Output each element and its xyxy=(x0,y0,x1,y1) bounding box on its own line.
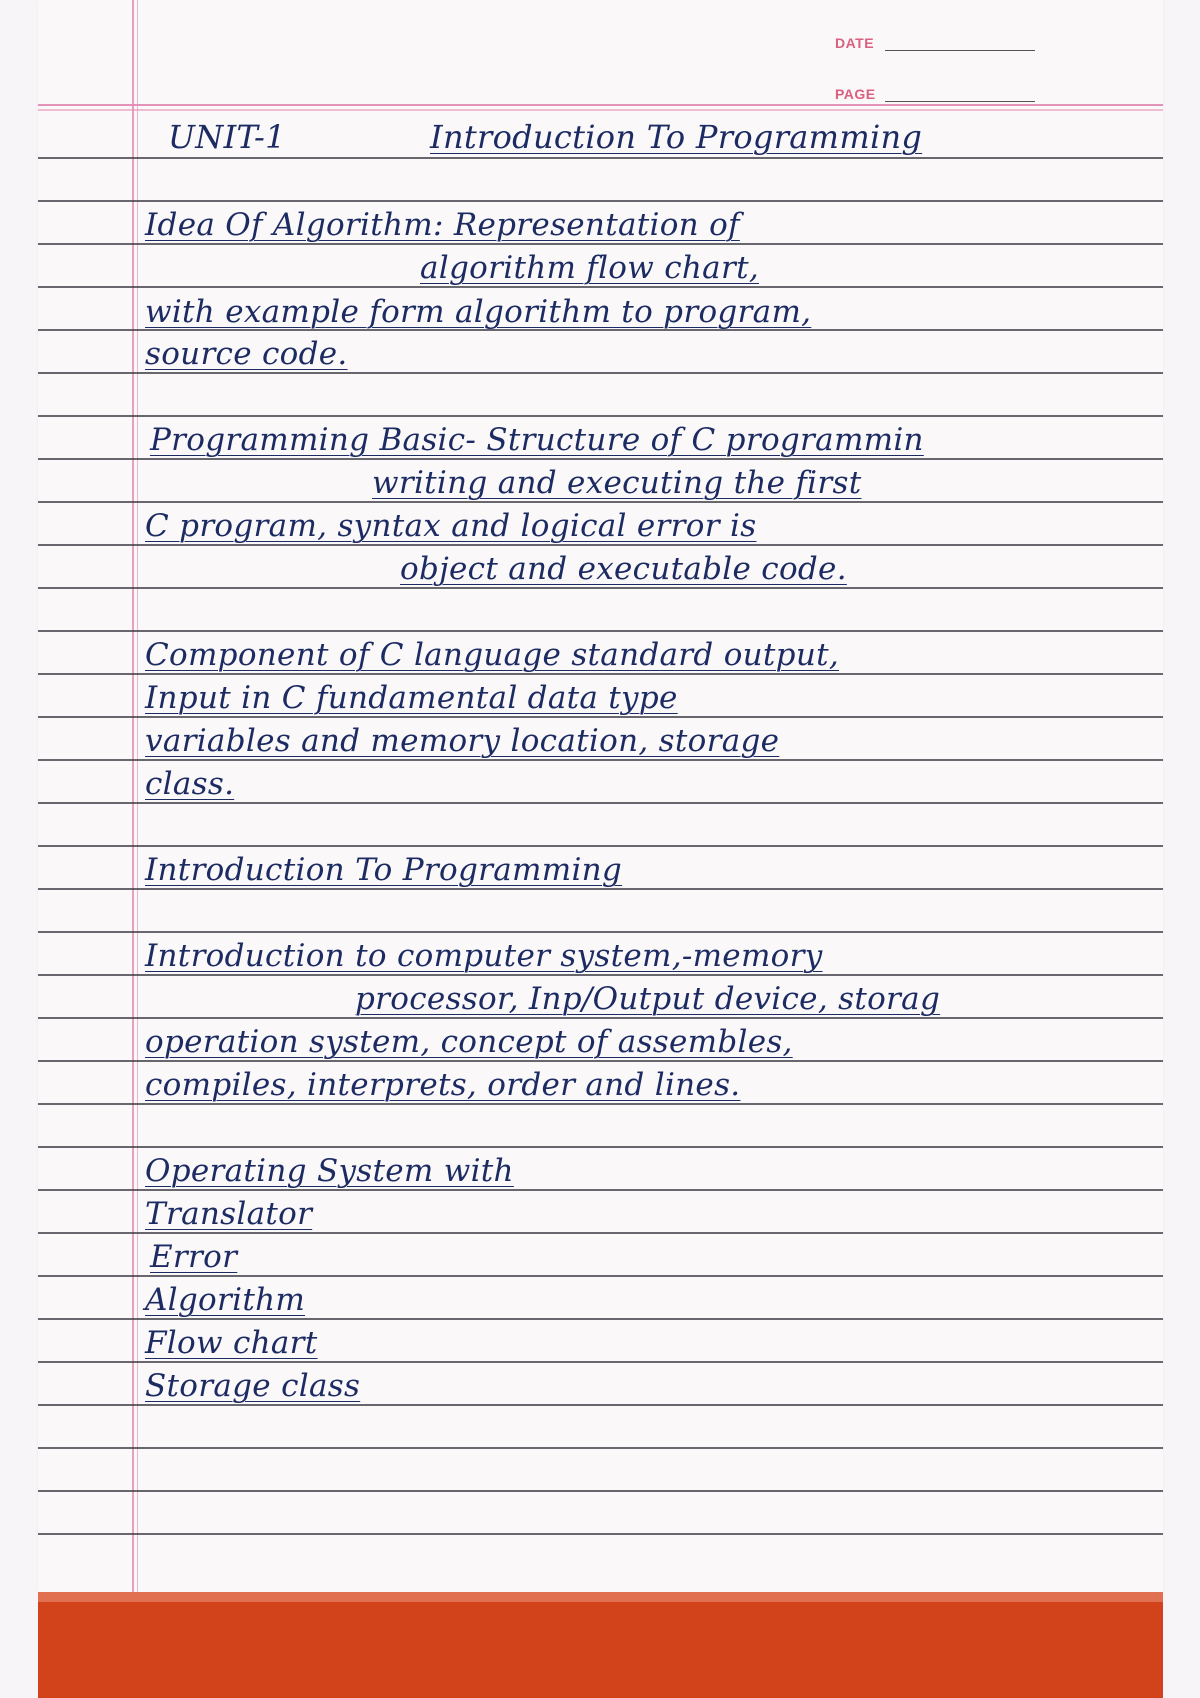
topic-item: Error xyxy=(150,1239,238,1275)
notebook-cover-edge xyxy=(38,1592,1163,1698)
top-margin-line xyxy=(38,104,1163,106)
ruled-line xyxy=(38,759,1163,761)
ruled-line xyxy=(38,931,1163,933)
page-line xyxy=(885,101,1035,102)
ruled-line xyxy=(38,1533,1163,1535)
ruled-line xyxy=(38,1017,1163,1019)
topic-item: Flow chart xyxy=(145,1325,318,1361)
s5-line1: Introduction to computer system,-memory xyxy=(145,938,823,974)
ruled-line xyxy=(38,243,1163,245)
topic-item: Storage class xyxy=(145,1368,361,1404)
s2-line2: writing and executing the first xyxy=(372,465,862,501)
ruled-line xyxy=(38,1103,1163,1105)
page-title: Introduction To Programming xyxy=(430,118,923,156)
ruled-line xyxy=(38,974,1163,976)
s5-line3: operation system, concept of assembles, xyxy=(145,1024,793,1060)
page-label: PAGE xyxy=(835,86,876,102)
ruled-line xyxy=(38,286,1163,288)
s2-line3: C program, syntax and logical error is xyxy=(145,508,757,544)
topic-item: Translator xyxy=(145,1196,313,1232)
s4-heading: Introduction To Programming xyxy=(145,852,623,888)
top-margin-line-2 xyxy=(38,109,1163,111)
s5-line2: processor, Inp/Output device, storag xyxy=(355,981,941,1017)
ruled-line xyxy=(38,1318,1163,1320)
ruled-line xyxy=(38,1189,1163,1191)
s3-line1: Component of C language standard output, xyxy=(145,637,839,673)
s2-line1: Programming Basic- Structure of C programmin xyxy=(150,422,924,458)
left-margin-line xyxy=(132,0,134,1592)
ruled-line xyxy=(38,802,1163,804)
s3-line3: variables and memory location, storage xyxy=(145,723,780,759)
ruled-line xyxy=(38,587,1163,589)
ruled-line xyxy=(38,1447,1163,1449)
ruled-line xyxy=(38,630,1163,632)
unit-label: UNIT-1 xyxy=(168,118,286,156)
ruled-line xyxy=(38,1275,1163,1277)
ruled-line xyxy=(38,716,1163,718)
cover-highlight xyxy=(38,1592,1163,1602)
ruled-line xyxy=(38,1232,1163,1234)
ruled-line xyxy=(38,1404,1163,1406)
ruled-line xyxy=(38,888,1163,890)
s1-line1: Idea Of Algorithm: Representation of xyxy=(145,207,740,243)
date-line xyxy=(885,50,1035,51)
ruled-line xyxy=(38,372,1163,374)
topic-item: Algorithm xyxy=(145,1282,306,1318)
ruled-line xyxy=(38,415,1163,417)
date-label: DATE xyxy=(835,35,875,51)
s3-line2: Input in C fundamental data type xyxy=(145,680,678,716)
topic-item: Operating System with xyxy=(145,1153,514,1189)
ruled-line xyxy=(38,544,1163,546)
ruled-line xyxy=(38,157,1163,159)
s1-line2: algorithm flow chart, xyxy=(420,250,759,286)
ruled-line xyxy=(38,1146,1163,1148)
s5-line4: compiles, interprets, order and lines. xyxy=(145,1067,741,1103)
ruled-line xyxy=(38,501,1163,503)
ruled-line xyxy=(38,1361,1163,1363)
left-margin-line-2 xyxy=(137,0,138,1592)
ruled-line xyxy=(38,200,1163,202)
ruled-line xyxy=(38,458,1163,460)
ruled-line xyxy=(38,1060,1163,1062)
s1-line3: with example form algorithm to program, xyxy=(145,294,812,330)
s2-line4: object and executable code. xyxy=(400,551,847,587)
s1-line4: source code. xyxy=(145,336,348,372)
ruled-line xyxy=(38,845,1163,847)
ruled-line xyxy=(38,673,1163,675)
s3-line4: class. xyxy=(145,766,235,802)
ruled-line xyxy=(38,1490,1163,1492)
